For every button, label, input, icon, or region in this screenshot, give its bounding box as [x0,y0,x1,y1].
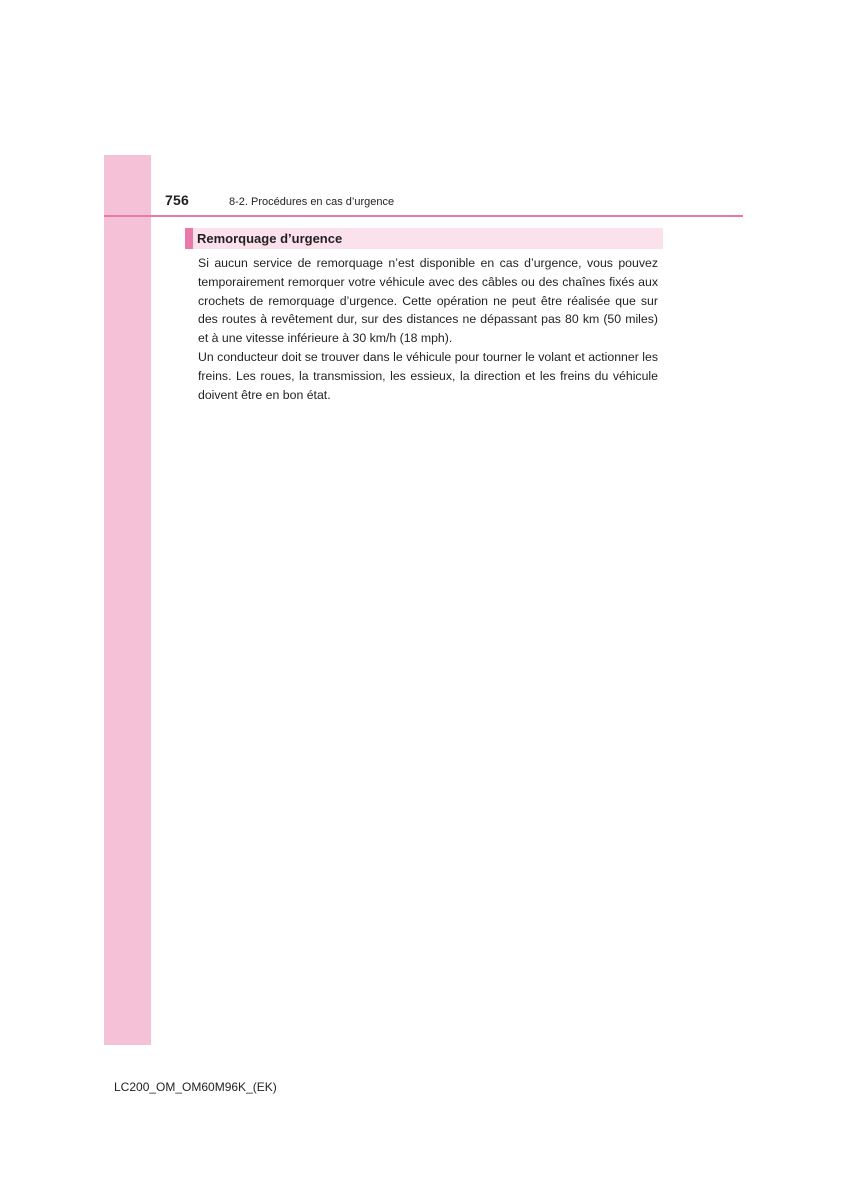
section-heading: Remorquage d’urgence [197,231,343,246]
header-rule [104,215,743,217]
document-code: LC200_OM_OM60M96K_(EK) [114,1080,277,1094]
section-heading-bar [185,228,663,249]
paragraph-driver-requirement: Un conducteur doit se trouver dans le véhicule pour tourner le volant et actionner les freins. Les roues, la transmission, les essieux, la direction et les freins du véhicule doivent être en bon état. [198,349,658,402]
heading-accent-marker [185,228,193,249]
body-text [198,254,658,404]
page-number: 756 [165,192,189,208]
chapter-side-band [104,155,151,1045]
paragraph-towing-conditions: Si aucun service de remorquage n’est disponible en cas d’urgence, vous pouvez temporairement remorquer votre véhicule avec des câbles ou des chaînes fixés aux crochets de remorquage d’urgence. Cette opération ne peut être réalisée que sur des routes à revêtement dur, sur des distances ne dépassant pas 80 km (50 miles) et à une vitesse inférieure à 30 km/h (18 mph). [198,256,658,346]
section-title: 8-2. Procédures en cas d’urgence [229,196,395,208]
